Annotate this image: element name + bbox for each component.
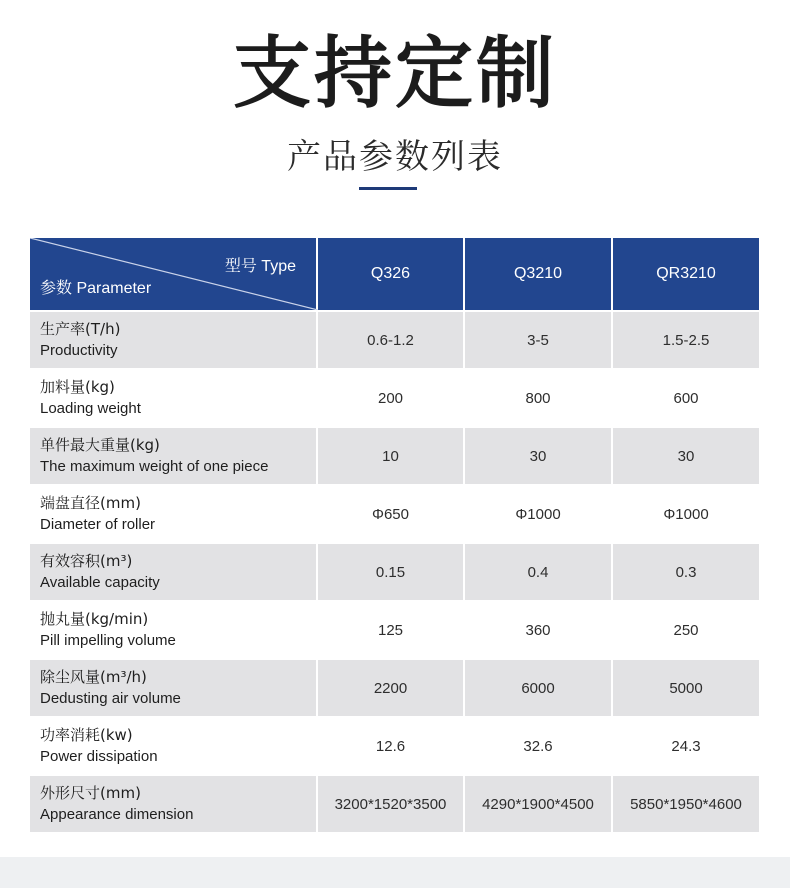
table-row [29, 311, 760, 369]
value-cell: 0.3 [612, 543, 760, 601]
value-cell: 800 [464, 369, 612, 427]
parameter-name-zh: 除尘风量(m³/h) [40, 668, 147, 686]
value-cell: Φ1000 [612, 485, 760, 543]
value-cell: 5000 [612, 659, 760, 717]
model-header-q3210: Q3210 [464, 237, 612, 311]
table-corner-cell [29, 237, 317, 311]
parameter-name-zh: 有效容积(m³) [40, 552, 133, 570]
parameter-name-zh: 单件最大重量(kg) [40, 436, 160, 454]
value-cell: 3200*1520*3500 [317, 775, 464, 833]
table-row [29, 427, 760, 485]
value-cell: 10 [317, 427, 464, 485]
footer-band [0, 857, 790, 888]
table-row [29, 659, 760, 717]
table-row [29, 485, 760, 543]
value-cell: 600 [612, 369, 760, 427]
parameter-name-cell [29, 369, 317, 427]
value-cell: 3-5 [464, 311, 612, 369]
parameter-table [28, 236, 761, 834]
parameter-name-cell [29, 311, 317, 369]
table-header-row [29, 237, 760, 311]
table-row [29, 717, 760, 775]
parameter-name-zh: 功率消耗(kw) [40, 726, 133, 744]
value-cell: 6000 [464, 659, 612, 717]
parameter-name-en: Pill impelling volume [40, 632, 176, 649]
parameter-name-zh: 加料量(kg) [40, 378, 115, 396]
value-cell: 30 [464, 427, 612, 485]
table-row [29, 543, 760, 601]
value-cell: 0.15 [317, 543, 464, 601]
parameter-name-zh: 端盘直径(mm) [40, 494, 141, 512]
parameter-name-cell [29, 659, 317, 717]
parameter-name-zh: 生产率(T/h) [40, 320, 121, 338]
parameter-name-cell [29, 717, 317, 775]
parameter-name-cell [29, 485, 317, 543]
parameter-name-en: Loading weight [40, 400, 141, 417]
page-title: 支持定制 [232, 29, 557, 119]
value-cell: 30 [612, 427, 760, 485]
table-row [29, 369, 760, 427]
value-cell: 12.6 [317, 717, 464, 775]
parameter-name-cell [29, 543, 317, 601]
page-subtitle: 产品参数列表 [287, 137, 503, 177]
model-header-qr3210: QR3210 [612, 237, 760, 311]
value-cell: 200 [317, 369, 464, 427]
value-cell: 0.4 [464, 543, 612, 601]
value-cell: 360 [464, 601, 612, 659]
parameter-name-en: Productivity [40, 342, 118, 359]
value-cell: 5850*1950*4600 [612, 775, 760, 833]
value-cell: 0.6-1.2 [317, 311, 464, 369]
value-cell: 24.3 [612, 717, 760, 775]
value-cell: 250 [612, 601, 760, 659]
value-cell: 4290*1900*4500 [464, 775, 612, 833]
value-cell: Φ650 [317, 485, 464, 543]
parameter-name-en: Diameter of roller [40, 516, 156, 533]
parameter-name-cell [29, 427, 317, 485]
value-cell: 1.5-2.5 [612, 311, 760, 369]
parameter-name-cell [29, 601, 317, 659]
parameter-name-en: The maximum weight of one piece [40, 458, 269, 475]
parameter-name-cell [29, 775, 317, 833]
parameter-name-en: Dedusting air volume [40, 690, 181, 707]
corner-type-label: 型号 Type [224, 258, 296, 275]
title-underline [359, 187, 417, 190]
parameter-name-zh: 抛丸量(kg/min) [40, 610, 149, 628]
table-row [29, 601, 760, 659]
parameter-name-en: Appearance dimension [40, 806, 194, 823]
parameter-name-en: Power dissipation [40, 748, 158, 765]
table-row [29, 775, 760, 833]
corner-parameter-label: 参数 Parameter [40, 280, 152, 297]
model-header-q326: Q326 [317, 237, 464, 311]
value-cell: 2200 [317, 659, 464, 717]
parameter-name-en: Available capacity [40, 574, 160, 591]
value-cell: 125 [317, 601, 464, 659]
parameter-name-zh: 外形尺寸(mm) [40, 784, 141, 802]
value-cell: 32.6 [464, 717, 612, 775]
value-cell: Φ1000 [464, 485, 612, 543]
